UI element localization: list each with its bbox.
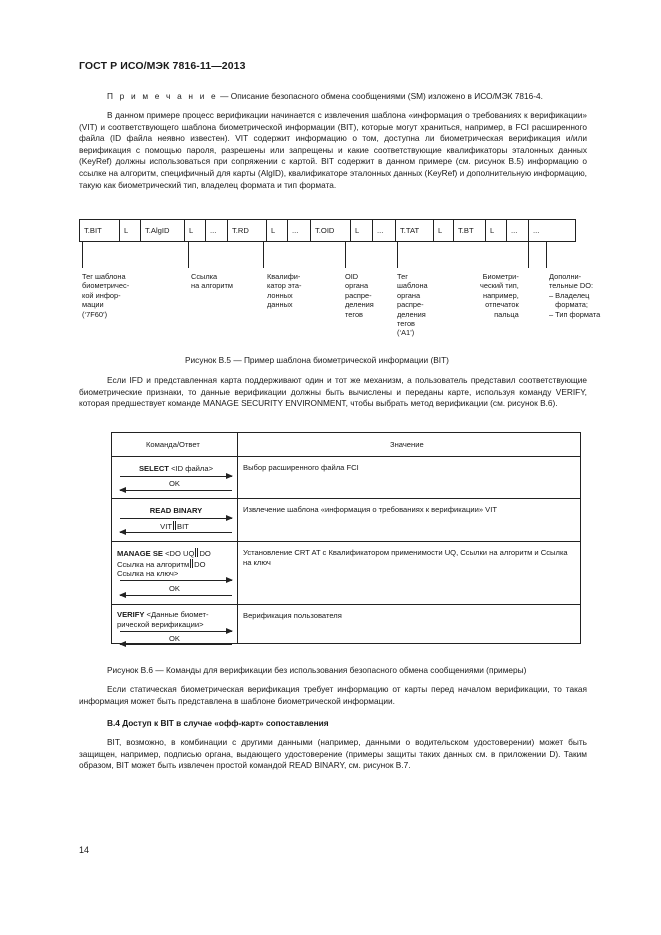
column-header-command: Команда/Ответ bbox=[146, 440, 200, 449]
paragraph-3: Если статическая биометрическая верификация требует информацию от карты перед началом верификации, то такая информация может быть представлена в шаблоне биометрической информации. bbox=[79, 684, 587, 706]
paragraph-2: Если IFD и представленная карта поддерживают один и тот же механизм, а пользователь представил соответствующие биометрические признаки, то данные верификации должны быть вычислены и переданы карте, используя команду VERIFY, которая предшествует команде MANAGE SECURITY ENVIRONMENT, чтобы выбрать метод верификации (см. рисунок B.6). bbox=[79, 375, 587, 409]
value-read-binary: Извлечение шаблона «информация о требованиях к верификации» VIT bbox=[243, 505, 497, 514]
row-divider bbox=[112, 541, 580, 542]
command-verify: VERIFY <Данные биомет- рической верификации> bbox=[117, 610, 209, 629]
cell-t-rd: T.RD bbox=[228, 220, 267, 241]
label-tat-tag: Тег шаблона органа распре- деления тегов (‘A1’) bbox=[397, 272, 428, 338]
cell-ellipsis: ... bbox=[533, 226, 540, 235]
request-arrow bbox=[120, 518, 232, 519]
row-divider bbox=[112, 604, 580, 605]
response-arrow bbox=[120, 644, 232, 645]
row-divider bbox=[112, 456, 580, 457]
paragraph-1: В данном примере процесс верификации начинается с извлечения шаблона «информация о требованиях к верификации» (VIT) и соответствующего шаблона биометрической информации (BIT), которые могут храниться, например, в FCI расширенного файла (ID файла неявно известен). VIT содержит информацию о том, доступна ли биометрическая верификация и/или верификация с помощью пароля, разрешены или запрещены и какие соответствующие квалификаторы эталонных данных (KeyRef) должны использоваться при сопряжении с картой. BIT содержит в данном примере (см. рисунок B.5) информацию о ссылке на алгоритм, специфичный для карты (AlgID), квалификаторе эталонных данных (KeyRef) и дополнительную информацию, такую как биометрический тип, владелец формата и тип формата. bbox=[79, 110, 587, 190]
label-biometric-type: Биометри- ческий тип, например, отпечаток пальца bbox=[480, 272, 519, 319]
command-select: SELECT <ID файла> bbox=[138, 464, 214, 473]
bit-template-strip bbox=[79, 219, 576, 242]
note bbox=[79, 91, 587, 103]
note-text: — Описание безопасного обмена сообщениями (SM) изложено в ИСО/МЭК 7816-4. bbox=[217, 91, 543, 101]
response-ok: OK bbox=[169, 584, 180, 593]
cell-t-bt: T.BT bbox=[454, 220, 486, 241]
cell-ellipsis: ... bbox=[206, 220, 228, 241]
label-algorithm-ref: Ссылка на алгоритм bbox=[191, 272, 234, 291]
pointer-line bbox=[397, 242, 398, 268]
pointer-line bbox=[528, 242, 529, 268]
cell-t-tat: T.TAT bbox=[396, 220, 434, 241]
pointer-line bbox=[263, 242, 264, 268]
request-arrow bbox=[120, 631, 232, 632]
column-header-value: Значение bbox=[390, 440, 424, 449]
cell-t-oid: T.OID bbox=[311, 220, 351, 241]
note-label: П р и м е ч а н и е bbox=[107, 91, 218, 101]
command-manage-se: MANAGE SE <DO UQ DO Ссылка на алгоритм DO Ссылка на ключ> bbox=[117, 549, 211, 579]
label-bit-tag: Тег шаблона биометричес- кой инфор- мации (‘7F60’) bbox=[82, 272, 130, 319]
cell-l: L bbox=[185, 220, 206, 241]
commands-table bbox=[111, 432, 581, 644]
pointer-line bbox=[82, 242, 83, 268]
cell-t-bit: T.BIT bbox=[80, 220, 120, 241]
value-select: Выбор расширенного файла FCI bbox=[243, 463, 359, 472]
response-ok: OK bbox=[169, 634, 180, 643]
page-number: 14 bbox=[79, 845, 90, 855]
request-arrow bbox=[120, 476, 232, 477]
pointer-line bbox=[345, 242, 346, 268]
response-vit-bit: VIT BIT bbox=[160, 522, 189, 531]
paragraph-4: BIT, возможно, в комбинации с другими данными (например, данными о водительском удостоверении) может быть защищен, например, подписью органа, выдающего удостоверение (примеры защиты таких данных см. в приложении D). Таким образом, BIT может быть извлечен простой командой READ BINARY, см. рисунок B.7. bbox=[79, 737, 587, 771]
response-arrow bbox=[120, 490, 232, 491]
section-heading: B.4 Доступ к BIT в случае «офф-карт» сопоставления bbox=[107, 718, 329, 728]
value-manage-se: Установление CRT AT с Квалификатором применимости UQ, Ссылки на алгоритм и Ссылка на ключ bbox=[243, 548, 568, 567]
cell-ellipsis: ... bbox=[507, 220, 529, 241]
pointer-line bbox=[188, 242, 189, 268]
row-divider bbox=[112, 498, 580, 499]
response-arrow bbox=[120, 595, 232, 596]
value-verify: Верификация пользователя bbox=[243, 611, 342, 620]
figure-b6-caption: Рисунок B.6 — Команды для верификации без использования безопасного обмена сообщениями (примеры) bbox=[107, 665, 527, 675]
figure-b5-caption: Рисунок B.5 — Пример шаблона биометрической информации (BIT) bbox=[185, 355, 449, 365]
label-keyref: Квалифи- катор эта- лонных данных bbox=[267, 272, 302, 310]
cell-l: L bbox=[486, 220, 507, 241]
label-oid: OID органа распре- деления тегов bbox=[345, 272, 374, 319]
cell-l: L bbox=[351, 220, 373, 241]
cell-l: L bbox=[120, 220, 141, 241]
cell-l: L bbox=[267, 220, 288, 241]
response-ok: OK bbox=[169, 479, 180, 488]
command-read-binary: READ BINARY bbox=[149, 506, 203, 515]
label-additional-do: Дополни- тельные DO: – Владелец формата; – Тип формата bbox=[549, 272, 601, 319]
column-divider bbox=[237, 433, 238, 643]
request-arrow bbox=[120, 580, 232, 581]
cell-ellipsis: ... bbox=[288, 220, 311, 241]
response-arrow bbox=[120, 532, 232, 533]
document-header: ГОСТ Р ИСО/МЭК 7816-11—2013 bbox=[79, 60, 246, 72]
cell-ellipsis: ... bbox=[373, 220, 396, 241]
pointer-line bbox=[546, 242, 547, 268]
cell-t-algid: T.AlgID bbox=[141, 220, 185, 241]
cell-l: L bbox=[434, 220, 454, 241]
